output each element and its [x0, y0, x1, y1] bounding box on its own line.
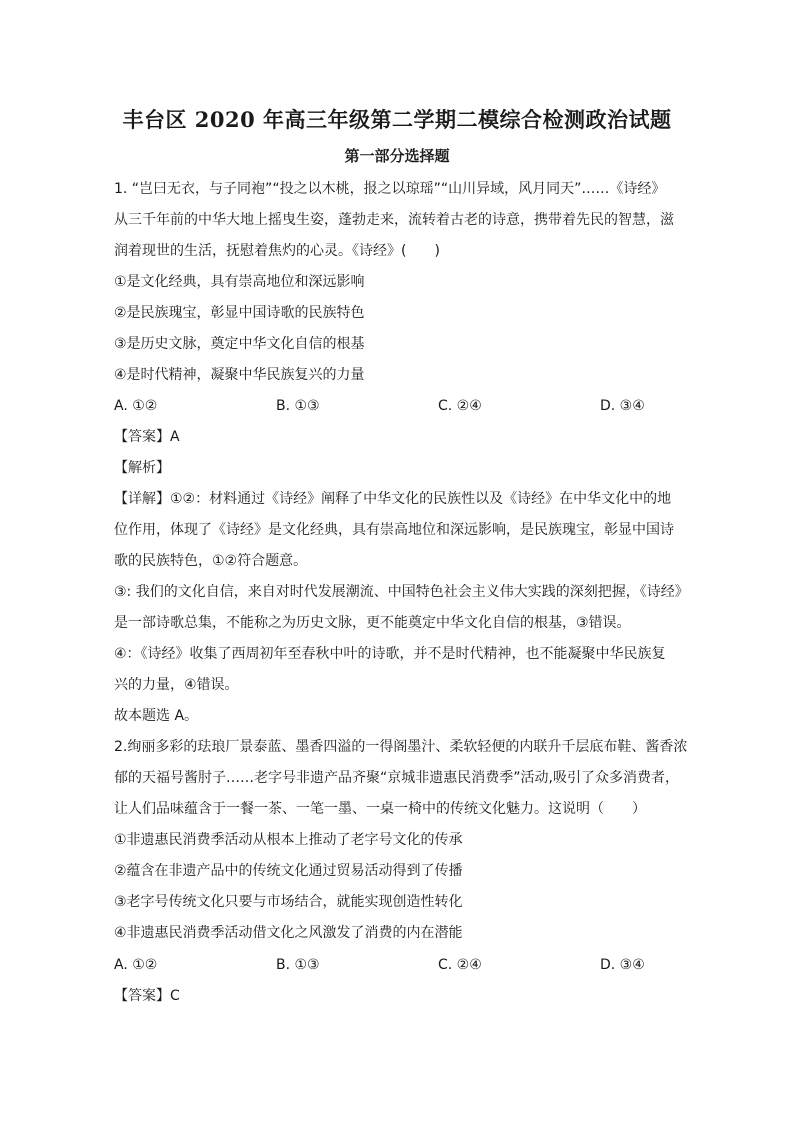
q2-stem-line: 郁的天福号酱肘子……老字号非遗产品齐聚“京城非遗惠民消费季”活动,吸引了众多消费者， — [114, 770, 679, 786]
q1-option-a: A. ①② — [114, 398, 158, 414]
q2-statement: ②蕴含在非遗产品中的传统文化通过贸易活动得到了传播 — [114, 863, 463, 879]
q1-option-d: D. ③④ — [600, 398, 645, 414]
q2-statement: ④非遗惠民消费季活动借文化之风激发了消费的内在潜能 — [114, 925, 463, 941]
q2-statement: ③老字号传统文化只要与市场结合，就能实现创造性转化 — [114, 894, 463, 910]
q1-statement: ③是历史文脉，奠定中华文化自信的根基 — [114, 336, 365, 352]
q1-statement: ②是民族瑰宝，彰显中国诗歌的民族特色 — [114, 305, 365, 321]
q1-option-b: B. ①③ — [276, 398, 320, 414]
q1-stem-line: 1. “岂曰无衣，与子同袍”“投之以木桃，报之以琼瑶”“山川异域，风月同天”……《诗经》 — [114, 181, 666, 197]
q2-stem-line: 2.绚丽多彩的珐琅厂景泰蓝、墨香四溢的一得阁墨汁、柔软轻便的内联升千层底布鞋、酱香浓 — [114, 739, 688, 755]
q1-statement: ④是时代精神，凝聚中华民族复兴的力量 — [114, 367, 365, 383]
q2-option-b: B. ①③ — [276, 957, 320, 973]
q2-answer: 【答案】C — [114, 988, 180, 1004]
q1-stem-line: 润着现世的生活，抚慰着焦灼的心灵。《诗经》( ) — [114, 243, 440, 259]
q1-detail-line: 兴的力量，④错误。 — [114, 677, 239, 693]
q1-analysis-label: 【解析】 — [114, 460, 170, 476]
q1-detail-line: 【详解】①②：材料通过《诗经》阐释了中华文化的民族性以及《诗经》在中华文化中的地 — [114, 491, 672, 507]
q1-answer: 【答案】A — [114, 429, 180, 445]
q1-detail-line: 是一部诗歌总集，不能称之为历史文脉，更不能奠定中华文化自信的根基，③错误。 — [114, 615, 631, 631]
q1-detail-line: ③: 我们的文化自信，来自对时代发展潮流、中国特色社会主义伟大实践的深刻把握，《诗经》 — [114, 584, 689, 600]
q2-stem-line: 让人们品味蕴含于一餐一茶、一笔一墨、一桌一椅中的传统文化魅力。这说明（ ） — [114, 801, 646, 817]
q1-statement: ①是文化经典，具有崇高地位和深远影响 — [114, 274, 365, 290]
q1-detail-line: ④：《诗经》收集了西周初年至春秋中叶的诗歌，并不是时代精神，也不能凝聚中华民族复 — [114, 646, 666, 662]
q1-option-c: C. ②④ — [438, 398, 482, 414]
q2-option-c: C. ②④ — [438, 957, 482, 973]
q2-option-d: D. ③④ — [600, 957, 645, 973]
q1-detail-line: 位作用，体现了《诗经》是文化经典，具有崇高地位和深远影响，是民族瑰宝，彰显中国诗 — [114, 522, 674, 538]
q1-detail-line: 歌的民族特色，①②符合题意。 — [114, 553, 308, 569]
page-title: 丰台区 2020 年高三年级第二学期二模综合检测政治试题 — [122, 107, 672, 132]
q1-conclusion: 故本题选 A。 — [114, 708, 199, 724]
q2-statement: ①非遗惠民消费季活动从根本上推动了老字号文化的传承 — [114, 832, 463, 848]
section-heading: 第一部分选择题 — [344, 147, 450, 165]
q2-option-a: A. ①② — [114, 957, 158, 973]
q1-stem-line: 从三千年前的中华大地上摇曳生姿，蓬勃走来，流转着古老的诗意，携带着先民的智慧，滋 — [114, 212, 674, 228]
